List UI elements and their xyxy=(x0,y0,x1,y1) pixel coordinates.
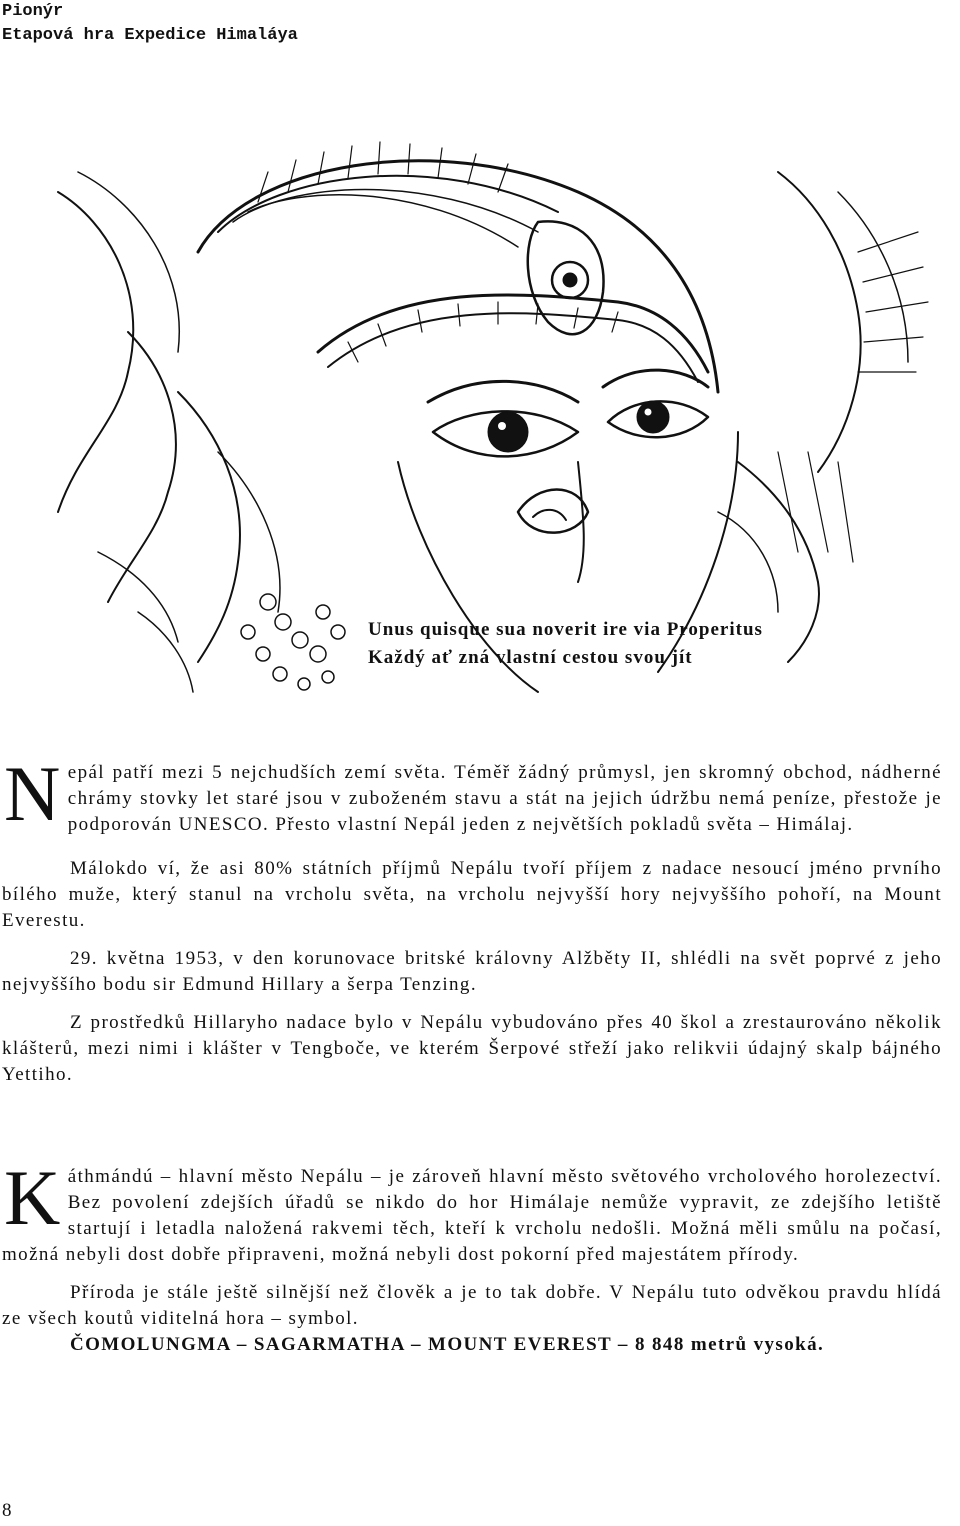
drop-cap-k: K xyxy=(4,1154,62,1241)
motto-czech: Každý ať zná vlastní cestou svou jít xyxy=(368,647,693,668)
paragraph-hillary-foundation: Z prostředků Hillaryho nadace bylo v Nepálu vybudováno přes 40 škol a zrestaurováno několik klášterů, mezi nimi i klášter v Tengboče, ve kterém Šerpové střeží jako relikvii údajný skalp bájného Yettiho. xyxy=(2,1012,942,1085)
drop-cap-n: N xyxy=(4,750,62,837)
header-title: Etapová hra Expedice Himaláya xyxy=(2,26,298,45)
section-kathmandu xyxy=(2,1154,942,1358)
paragraph-1953: 29. května 1953, v den korunovace britské královny Alžběty II, shlédli na svět poprvé z jeho nejvyššího bodu sir Edmund Hillary a šerpa Tenzing. xyxy=(2,948,942,995)
paragraph-nepal-intro xyxy=(2,750,942,838)
paragraph-income: Málokdo ví, že asi 80% státních příjmů Nepálu tvoří příjem z nadace nesoucí jméno prvního bílého muže, který stanul na vrcholu světa, na vrcholu nejvyšší hory nejvyššího pohoří, na Mount Everestu. xyxy=(2,858,942,931)
paragraph-text: áthmándú – hlavní město Nepálu – je zároveň hlavní město světového vrcholového horolezectví. Bez povolení zdejších úřadů se nikdo do hor Himálaje nemůže vypravit, ze zdejšího letiště startují i letadla naložená rakvemi těch, kteří k vrcholu nedošli. Možná měli smůlu na počasí, možná nebyli dost dobře připraveni, možná nebyli dost pokorní před majestátem přírody. xyxy=(2,1166,942,1265)
motto-latin: Unus quisque sua noverit ire via Properitus xyxy=(368,619,763,640)
section-nepal xyxy=(2,750,942,1088)
motto xyxy=(368,616,763,672)
document-header xyxy=(2,0,298,48)
page-number: 8 xyxy=(2,1500,12,1521)
paragraph-nature: Příroda je stále ještě silnější než člověk a je to tak dobře. V Nepálu tuto odvěkou pravdu hlídá ze všech koutů viditelná hora – symbol. xyxy=(2,1282,942,1329)
paragraph-text: epál patří mezi 5 nejchudších zemí světa. Téměř žádný průmysl, jen skromný obchod, nádherné chrámy stovky let staré jsou v zuboženém stavu a stát na jejich údržbu nemá peníze, přestože je podporován UNESCO. Přesto vlastní Nepál jeden z největších pokladů světa – Himálaj. xyxy=(67,762,942,835)
header-org: Pionýr xyxy=(2,2,64,21)
paragraph-everest: ČOMOLUNGMA – SAGARMATHA – MOUNT EVEREST – 8 848 metrů vysoká. xyxy=(70,1334,825,1355)
paragraph-kathmandu xyxy=(2,1154,942,1268)
